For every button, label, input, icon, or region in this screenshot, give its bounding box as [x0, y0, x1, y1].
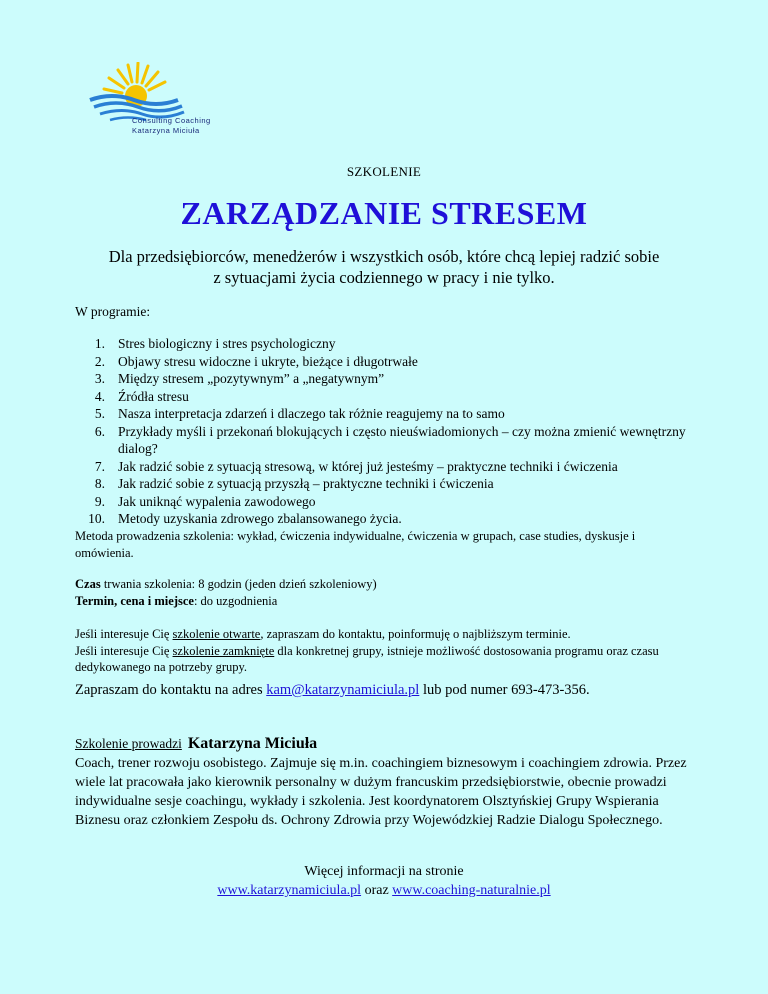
list-item [75, 388, 725, 406]
closed-training-term: szkolenie zamknięte [172, 643, 275, 658]
list-item-number: 1. [94, 336, 105, 351]
time-paragraph [75, 576, 695, 609]
lead-text [0, 246, 768, 288]
contact-post: lub pod numer 693-473-356. [419, 682, 590, 698]
duration-label: Czas [75, 577, 101, 591]
list-item-text: Jak radzić sobie z sytuacją stresową, w której już jesteśmy – praktyczne techniki i ćwiczenia [118, 458, 618, 474]
website-link-1[interactable]: www.katarzynamiciula.pl [217, 883, 362, 898]
list-item [75, 335, 725, 353]
list-item-number: 9. [94, 493, 105, 509]
open-training-line [75, 626, 695, 643]
terms-label: Termin, cena i miejsce [75, 593, 194, 608]
list-item-number: 10. [88, 511, 105, 526]
list-item-text: Objawy stresu widoczne i ukryte, bieżące i długotrwałe [118, 353, 418, 369]
page-title: ZARZĄDZANIE STRESEM [180, 195, 588, 231]
more-info-label: Więcej informacji na stronie [304, 864, 464, 879]
list-item [75, 475, 725, 493]
list-item [75, 423, 725, 458]
method-paragraph: Metoda prowadzenia szkolenia: wykład, ćwiczenia indywidualne, ćwiczenia w grupach, case studies, dyskusje i omówienia. [75, 529, 636, 560]
list-item [75, 370, 725, 388]
list-item-number: 8. [94, 476, 105, 491]
list-item-number: 3. [94, 371, 105, 386]
list-item-text: Źródła stresu [118, 388, 189, 404]
list-item-text: Jak uniknąć wypalenia zawodowego [118, 493, 316, 509]
trainer-name: Katarzyna Miciuła [187, 735, 318, 752]
duration-text: trwania szkolenia: 8 godzin (jeden dzień szkoleniowy) [100, 577, 377, 591]
list-item [75, 405, 725, 423]
open-training-term: szkolenie otwarte [172, 627, 261, 641]
more-info-separator: oraz [361, 883, 393, 898]
program-list [75, 335, 725, 528]
email-link[interactable]: kam@katarzynamiciula.pl [266, 682, 420, 698]
trainer-label: Szkolenie prowadzi [75, 736, 182, 751]
open-training-post: , zapraszam do kontaktu, poinformuję o najbliższym terminie. [260, 627, 571, 641]
closed-training-line [75, 643, 695, 676]
logo-line-2: Katarzyna Miciuła [132, 126, 200, 135]
duration-line [75, 576, 695, 593]
list-item-text: Między stresem „pozytywnym” a „negatywnym” [118, 371, 385, 386]
list-item-number: 6. [94, 423, 105, 439]
list-item-text: Jak radzić sobie z sytuacją przyszłą – praktyczne techniki i ćwiczenia [118, 476, 494, 491]
list-item [75, 458, 725, 476]
list-item-number: 7. [94, 458, 105, 474]
company-logo [82, 62, 212, 140]
list-item-number: 2. [94, 353, 105, 369]
closed-training-pre: Jeśli interesuje Cię [75, 643, 173, 658]
lead-line-1: Dla przedsiębiorców, menedżerów i wszystkich osób, które chcą lepiej radzić sobie [108, 247, 660, 266]
subheading: SZKOLENIE [346, 164, 422, 179]
open-training-pre: Jeśli interesuje Cię [75, 627, 173, 641]
sun-logo-icon [82, 62, 212, 122]
trainer-heading [75, 735, 317, 753]
list-item [75, 510, 725, 528]
list-item [75, 353, 725, 371]
more-info-links [0, 881, 768, 900]
logo-line-1: Consulting Coaching [132, 116, 211, 125]
contact-paragraph [75, 682, 715, 699]
list-item-text: Nasza interpretacja zdarzeń i dlaczego tak różnie reagujemy na to samo [118, 406, 505, 421]
list-item-text: Przykłady myśli i przekonań blokujących i często nieuświadomionych – czy można zmienić wewnętrzny dialog? [118, 423, 686, 456]
lead-line-2: z sytuacjami życia codziennego w pracy i nie tylko. [213, 268, 555, 287]
closed-training-post: dla konkretnej grupy, istnieje możliwość dostosowania programu oraz czasu dedykowanego na potrzeby grupy. [75, 643, 659, 674]
interest-paragraph [75, 626, 695, 676]
more-info [0, 862, 768, 900]
website-link-2[interactable]: www.coaching-naturalnie.pl [392, 883, 551, 898]
list-item-number: 4. [94, 388, 105, 404]
contact-pre: Zapraszam do kontaktu na adres [75, 682, 267, 698]
terms-text: : do uzgodnienia [193, 593, 278, 608]
program-label: W programie: [75, 304, 151, 319]
list-item [75, 493, 725, 511]
terms-line [75, 593, 695, 610]
trainer-bio: Coach, trener rozwoju osobistego. Zajmuje się m.in. coachingiem biznesowym i coachingiem zdrowia. Przez wiele lat pracowała jako kierownik personalny w dużym francuskim przedsiębiorstwie, obecnie prowadzi indywidualne sesje coachingu, wykłady i szkolenia. Jest koordynatorem Olsztyńskiej Grupy Wspierania Biznesu oraz członkiem Zespołu ds. Ochrony Zdrowia przy Wojewódzkiej Radzie Dialogu Społecznego. [75, 756, 687, 828]
list-item-number: 5. [94, 406, 105, 421]
list-item-text: Metody uzyskania zdrowego zbalansowanego życia. [118, 511, 402, 526]
list-item-text: Stres biologiczny i stres psychologiczny [118, 336, 336, 351]
